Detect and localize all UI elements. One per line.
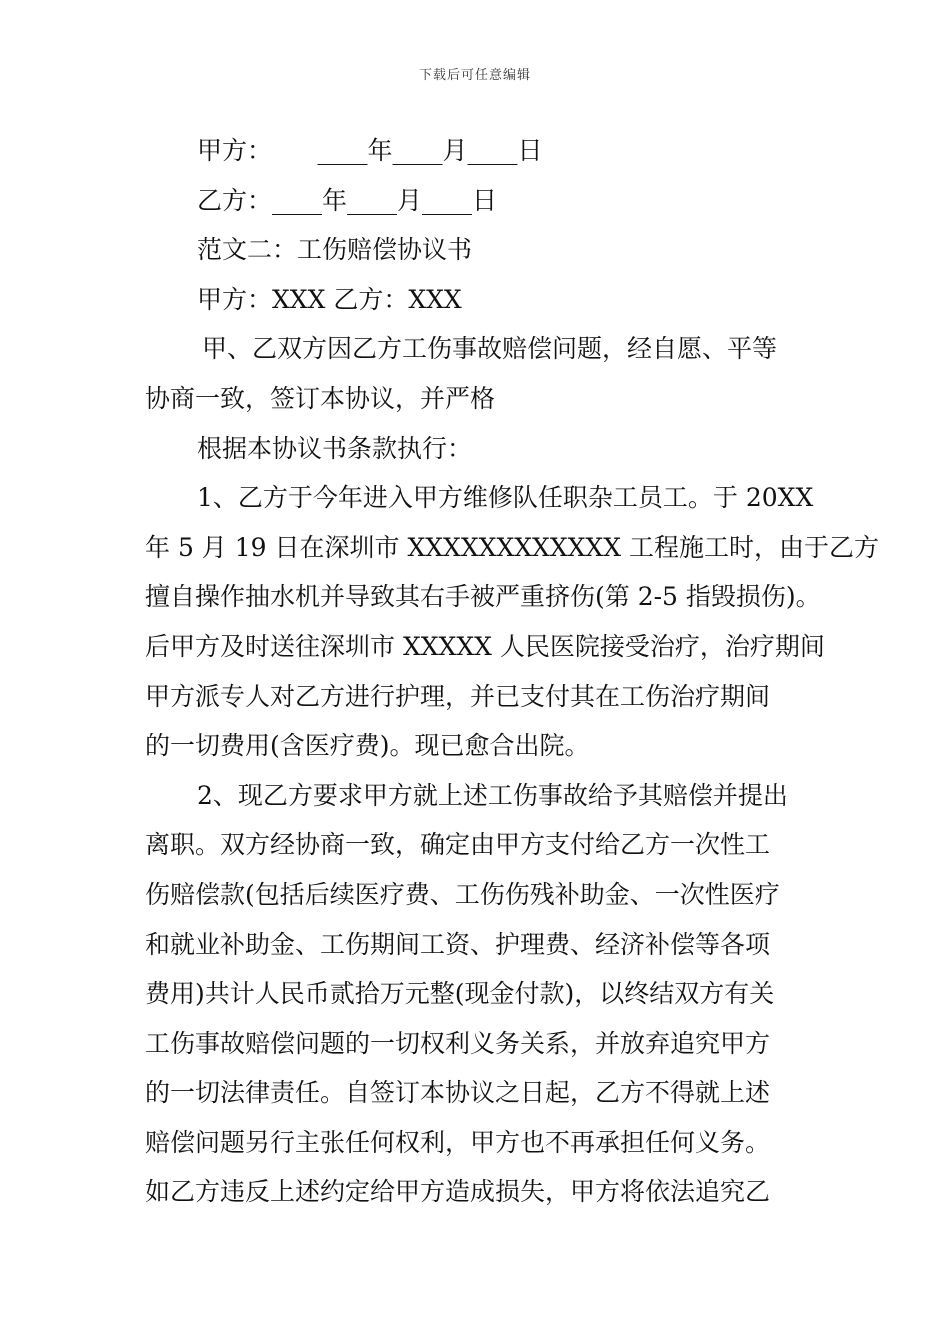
page-header-note: 下载后可任意编辑 [418,68,531,83]
party-a-date-line: 甲方： ____年____月____日 [197,136,543,165]
clause-1-line: 擅自操作抽水机并导致其右手被严重挤伤(第 2-5 指毁损伤)。 [145,582,821,612]
clause-2-line: 工伤事故赔偿问题的一切权利义务关系，并放弃追究甲方 [145,1028,771,1058]
party-b-date-line: 乙方：____年____月____日 [197,185,498,215]
parties-line: 甲方：XXX 乙方：XXX [197,284,462,314]
paragraph-line: 甲、乙双方因乙方工伤事故赔偿问题，经自愿、平等 [202,334,778,364]
clause-2-line: 赔偿问题另行主张任何权利，甲方也不再承担任何义务。 [145,1127,771,1157]
clause-2-line: 如乙方违反上述约定给甲方造成损失，甲方将依法追究乙 [145,1177,771,1207]
clause-1-line: 1、乙方于今年进入甲方维修队任职杂工员工。于 20XX [197,483,814,513]
clause-1-line: 的一切费用(含医疗费)。现已愈合出院。 [145,731,590,761]
clause-2-line: 伤赔偿款(包括后续医疗费、工伤伤残补助金、一次性医疗 [145,879,780,909]
paragraph-line: 协商一致，签订本协议，并严格 [145,383,496,413]
clause-2-line: 离职。双方经协商一致，确定由甲方支付给乙方一次性工 [145,830,771,860]
document-body [145,126,879,1217]
clause-2-line: 2、现乙方要求甲方就上述工伤事故给予其赔偿并提出 [197,780,788,810]
clause-1-line: 后甲方及时送往深圳市 XXXXX 人民医院接受治疗，治疗期间 [145,631,825,661]
clause-1-line: 年 5 月 19 日在深圳市 XXXXXXXXXXXX 工程施工时，由于乙方 [145,532,879,562]
section-title: 范文二：工伤赔偿协议书 [197,235,473,265]
clause-2-line: 和就业补助金、工伤期间工资、护理费、经济补偿等各项 [145,929,771,959]
paragraph-line: 根据本协议书条款执行： [197,433,473,463]
clause-2-line: 费用)共计人民币贰拾万元整(现金付款)，以终结双方有关 [145,979,775,1009]
clause-2-line: 的一切法律责任。自签订本协议之日起，乙方不得就上述 [145,1078,771,1108]
clause-1-line: 甲方派专人对乙方进行护理，并已支付其在工伤治疗期间 [145,681,771,711]
